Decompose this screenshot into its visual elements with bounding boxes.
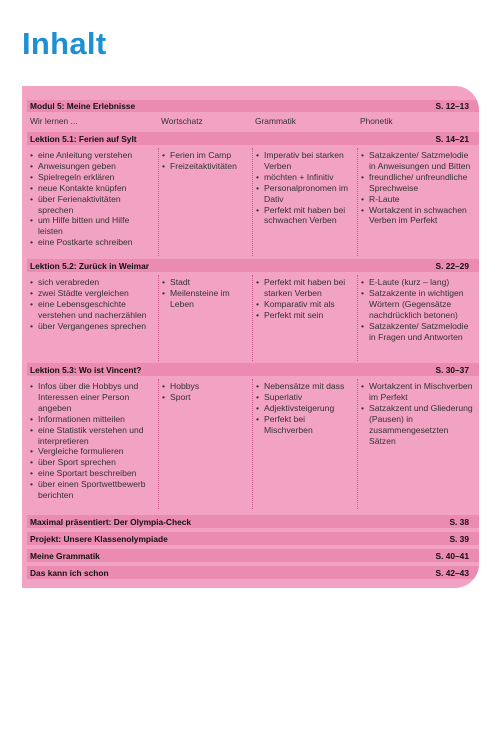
bullet-item: • Komparativ mit als	[256, 299, 355, 310]
wir-lernen-list	[30, 150, 156, 248]
grammatik-list	[256, 277, 355, 321]
bullet-item: • Anweisungen geben	[30, 161, 156, 172]
wir-lernen-cell	[27, 148, 158, 256]
bullet-item: • Satzakzente in wichtigen Wörtern (Gegensätze nachdrücklich betonen)	[361, 288, 477, 321]
bullet-item: • Wortakzent in schwachen Verben im Perfekt	[361, 205, 477, 227]
phonetik-cell	[357, 148, 479, 256]
bullet-item: • Imperativ bei starken Verben	[256, 150, 355, 172]
wortschatz-list	[162, 277, 250, 310]
phonetik-list	[361, 277, 477, 342]
bullet-item: • Satzakzente/ Satzmelodie in Fragen und Antworten	[361, 321, 477, 343]
bullet-item: • Satzakzent und Gliederung (Pausen) in zusammengesetzten Sätzen	[361, 403, 477, 447]
lesson-row[interactable]	[27, 132, 479, 145]
bullet-item: • Satzakzente/ Satzmelodie in Anweisungen und Bitten	[361, 150, 477, 172]
bullet-item: • neue Kontakte knüpfen	[30, 183, 156, 194]
grammatik-list	[256, 381, 355, 436]
lesson-label: Lektion 5.3: Wo ist Vincent?	[30, 364, 142, 375]
bullet-item: • eine Postkarte schreiben	[30, 237, 156, 248]
lesson-content	[27, 148, 479, 256]
column-header-wortschatz: Wortschatz	[161, 116, 203, 126]
section-pages: S. 40–41	[435, 550, 469, 561]
section-row[interactable]	[27, 566, 479, 579]
wir-lernen-list	[30, 277, 156, 332]
column-header-wir-lernen: Wir lernen ...	[30, 116, 78, 126]
lesson-row[interactable]	[27, 259, 479, 272]
wortschatz-list	[162, 381, 250, 403]
section-pages: S. 39	[449, 533, 469, 544]
bullet-item: • Spielregeln erklären	[30, 172, 156, 183]
module-label: Modul 5: Meine Erlebnisse	[30, 101, 136, 111]
section-pages: S. 42–43	[435, 567, 469, 578]
phonetik-cell	[357, 379, 479, 509]
bullet-item: • über Ferienaktivitäten sprechen	[30, 194, 156, 216]
bullet-item: • um Hilfe bitten und Hilfe leisten	[30, 215, 156, 237]
bullet-item: • zwei Städte vergleichen	[30, 288, 156, 299]
lesson-pages: S. 14–21	[435, 133, 469, 144]
lesson-row[interactable]	[27, 363, 479, 376]
module-row[interactable]	[27, 100, 479, 112]
wortschatz-cell	[158, 148, 252, 256]
lesson-label: Lektion 5.1: Ferien auf Sylt	[30, 133, 137, 144]
phonetik-list	[361, 150, 477, 226]
lesson-content	[27, 275, 479, 361]
section-label: Meine Grammatik	[30, 550, 100, 561]
bullet-item: • Perfekt bei Mischverben	[256, 414, 355, 436]
lesson-pages: S. 30–37	[435, 364, 469, 375]
module-pages: S. 12–13	[435, 101, 469, 111]
section-row[interactable]	[27, 532, 479, 545]
grammatik-cell	[252, 275, 357, 361]
phonetik-list	[361, 381, 477, 446]
wortschatz-list	[162, 150, 250, 172]
bullet-item: • freundliche/ unfreundliche Sprechweise	[361, 172, 477, 194]
bullet-item: • Informationen mitteilen	[30, 414, 156, 425]
wir-lernen-cell	[27, 379, 158, 509]
phonetik-cell	[357, 275, 479, 361]
bullet-item: • Wortakzent in Mischverben im Perfekt	[361, 381, 477, 403]
wortschatz-cell	[158, 275, 252, 361]
bullet-item: • über Sport sprechen	[30, 457, 156, 468]
section-label: Das kann ich schon	[30, 567, 109, 578]
column-header-phonetik: Phonetik	[360, 116, 393, 126]
bullet-item: • Ferien im Camp	[162, 150, 250, 161]
bullet-item: • möchten + Infinitiv	[256, 172, 355, 183]
page-title: Inhalt	[22, 26, 107, 61]
bullet-item: • Hobbys	[162, 381, 250, 392]
lesson-pages: S. 22–29	[435, 260, 469, 271]
section-label: Projekt: Unsere Klassenolympiade	[30, 533, 168, 544]
lesson-label: Lektion 5.2: Zurück in Weimar	[30, 260, 149, 271]
bullet-item: • eine Anleitung verstehen	[30, 150, 156, 161]
bullet-item: • Superlativ	[256, 392, 355, 403]
bullet-item: • Stadt	[162, 277, 250, 288]
bullet-item: • Adjektivsteigerung	[256, 403, 355, 414]
grammatik-cell	[252, 148, 357, 256]
bullet-item: • über Vergangenes sprechen	[30, 321, 156, 332]
bullet-item: • Sport	[162, 392, 250, 403]
bullet-item: • Personalpronomen im Dativ	[256, 183, 355, 205]
bullet-item: • E-Laute (kurz – lang)	[361, 277, 477, 288]
grammatik-cell	[252, 379, 357, 509]
contents-panel	[22, 86, 479, 588]
grammatik-list	[256, 150, 355, 226]
bullet-item: • eine Statistik verstehen und interpretieren	[30, 425, 156, 447]
bullet-item: • eine Lebensgeschichte verstehen und nacherzählen	[30, 299, 156, 321]
bullet-item: • über einen Sportwettbewerb berichten	[30, 479, 156, 501]
column-header-row	[27, 116, 479, 128]
column-header-grammatik: Grammatik	[255, 116, 296, 126]
bullet-item: • eine Sportart beschreiben	[30, 468, 156, 479]
lesson-content	[27, 379, 479, 509]
section-row[interactable]	[27, 515, 479, 528]
section-label: Maximal präsentiert: Der Olympia-Check	[30, 516, 192, 527]
section-pages: S. 38	[449, 516, 469, 527]
bullet-item: • Perfekt mit sein	[256, 310, 355, 321]
wir-lernen-list	[30, 381, 156, 501]
bullet-item: • R-Laute	[361, 194, 477, 205]
bullet-item: • Freizeitaktivitäten	[162, 161, 250, 172]
bullet-item: • Nebensätze mit dass	[256, 381, 355, 392]
bullet-item: • Perfekt mit haben bei schwachen Verben	[256, 205, 355, 227]
bullet-item: • Vergleiche formulieren	[30, 446, 156, 457]
wir-lernen-cell	[27, 275, 158, 361]
bullet-item: • sich verabreden	[30, 277, 156, 288]
bullet-item: • Perfekt mit haben bei starken Verben	[256, 277, 355, 299]
bullet-item: • Meilensteine im Leben	[162, 288, 250, 310]
section-row[interactable]	[27, 549, 479, 562]
wortschatz-cell	[158, 379, 252, 509]
bullet-item: • Infos über die Hobbys und Interessen einer Person angeben	[30, 381, 156, 414]
